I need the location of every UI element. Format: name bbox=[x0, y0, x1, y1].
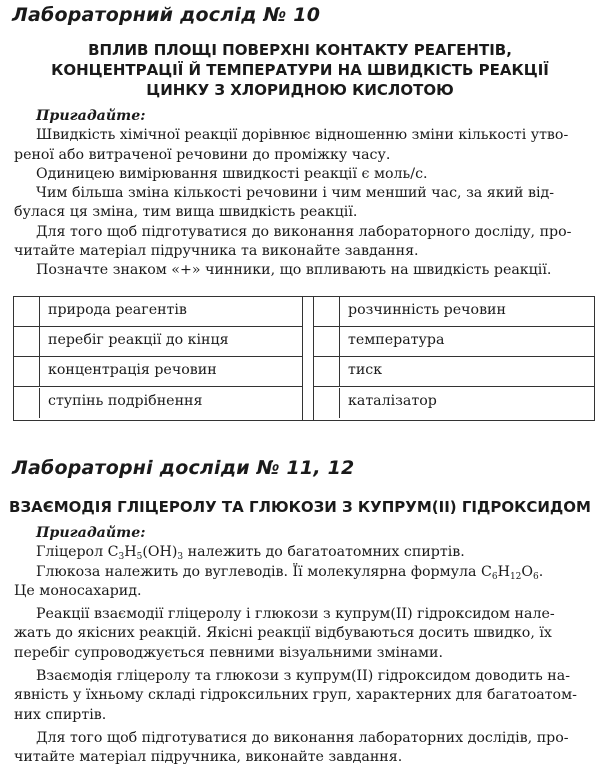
factor-label: тиск bbox=[348, 362, 383, 378]
factor-label: каталізатор bbox=[348, 393, 437, 409]
paragraph-line: Позначте знаком «+» чинники, що впливають на швидкість реакції. bbox=[36, 262, 552, 279]
factor-row bbox=[314, 297, 594, 327]
paragraph-line: Для того щоб підготуватися до виконання лабораторних дослідів, про- bbox=[36, 729, 569, 746]
remember-label: Пригадайте: bbox=[36, 108, 146, 124]
lab10-title-line: ВПЛИВ ПЛОЩІ ПОВЕРХНІ КОНТАКТУ РЕАГЕНТІВ, bbox=[88, 41, 512, 59]
factor-checkbox[interactable] bbox=[14, 327, 40, 357]
paragraph-line: Це моносахарид. bbox=[14, 582, 142, 599]
factor-row bbox=[14, 357, 302, 387]
factor-checkbox[interactable] bbox=[314, 297, 340, 327]
paragraph-line: Чим більша зміна кількості речовини і чим менший час, за який від- bbox=[36, 185, 555, 202]
factor-checkbox[interactable] bbox=[14, 388, 40, 418]
factor-row bbox=[14, 388, 302, 418]
paragraph-line: них спиртів. bbox=[14, 706, 107, 723]
factor-checkbox[interactable] bbox=[314, 327, 340, 357]
paragraph-line: Взаємодія гліцеролу та глюкози з купрум(ІІ) гідроксидом доводить на- bbox=[36, 668, 570, 685]
factor-label: перебіг реакції до кінця bbox=[48, 332, 229, 348]
factor-checkbox[interactable] bbox=[14, 297, 40, 327]
factors-column-left bbox=[14, 297, 302, 420]
factor-row bbox=[314, 327, 594, 357]
factor-label: розчинність речовин bbox=[348, 302, 506, 318]
factor-label: концентрація речовин bbox=[48, 362, 217, 378]
factor-label: температура bbox=[348, 332, 445, 348]
paragraph-line: булася ця зміна, тим вища швидкість реакції. bbox=[14, 204, 358, 221]
factor-row bbox=[314, 357, 594, 387]
factor-label: ступінь подрібнення bbox=[48, 393, 203, 409]
paragraph-line: явність у їхньому складі гідроксильних груп, характерних для багатоатом- bbox=[14, 687, 577, 704]
factor-row bbox=[14, 297, 302, 327]
factor-checkbox[interactable] bbox=[14, 357, 40, 387]
paragraph-line: Реакції взаємодії гліцеролу і глюкози з купрум(ІІ) гідроксидом нале- bbox=[36, 606, 555, 623]
paragraph-line: читайте матеріал підручника та виконайте завдання. bbox=[14, 243, 419, 260]
remember-label: Пригадайте: bbox=[36, 525, 146, 541]
paragraph-line: Одиницею вимірювання швидкості реакції є моль/с. bbox=[36, 165, 428, 182]
factors-table bbox=[13, 296, 595, 421]
factor-label: природа реагентів bbox=[48, 302, 187, 318]
table-divider bbox=[302, 297, 314, 420]
lab11-heading: Лабораторні досліди № 11, 12 bbox=[12, 457, 355, 479]
lab10-title-line: КОНЦЕНТРАЦІЇ Й ТЕМПЕРАТУРИ НА ШВИДКІСТЬ РЕАКЦІЇ bbox=[51, 61, 549, 79]
factor-row bbox=[314, 388, 594, 418]
factor-checkbox[interactable] bbox=[314, 357, 340, 387]
paragraph-line: читайте матеріал підручника, виконайте завдання. bbox=[14, 749, 403, 766]
paragraph-line: жать до якісних реакцій. Якісні реакції відбуваються досить швидко, їх bbox=[14, 625, 552, 642]
factor-row bbox=[14, 327, 302, 357]
factors-column-right bbox=[314, 297, 594, 420]
lab10-title bbox=[0, 40, 600, 100]
paragraph-line: Для того щоб підготуватися до виконання лабораторного досліду, про- bbox=[36, 223, 572, 240]
paragraph-line: перебіг супроводжується певними візуальними змінами. bbox=[14, 644, 444, 661]
lab11-body bbox=[14, 524, 590, 768]
glycerol-formula-line: Гліцерол $C_3H_5(OH)_3$ належить до багатоатомних спиртів. bbox=[36, 544, 465, 563]
glucose-formula-line: Глюкоза належить до вуглеводів. Її молекулярна формула $C_6H_{12}O_6$. bbox=[36, 563, 544, 582]
paragraph-line: реної або витраченої речовини до проміжку часу. bbox=[14, 146, 391, 163]
paragraph-line: Швидкість хімічної реакції дорівнює відношенню зміни кількості утво- bbox=[36, 127, 569, 144]
factor-checkbox[interactable] bbox=[314, 388, 340, 418]
lab10-title-line: ЦИНКУ З ХЛОРИДНОЮ КИСЛОТОЮ bbox=[146, 81, 454, 99]
lab10-heading: Лабораторний дослід № 10 bbox=[12, 4, 321, 26]
lab11-title bbox=[0, 497, 600, 517]
lab11-title-line: ВЗАЄМОДІЯ ГЛІЦЕРОЛУ ТА ГЛЮКОЗИ З КУПРУМ(ІІ) ГІДРОКСИДОМ bbox=[9, 498, 591, 516]
lab10-body bbox=[14, 107, 590, 281]
